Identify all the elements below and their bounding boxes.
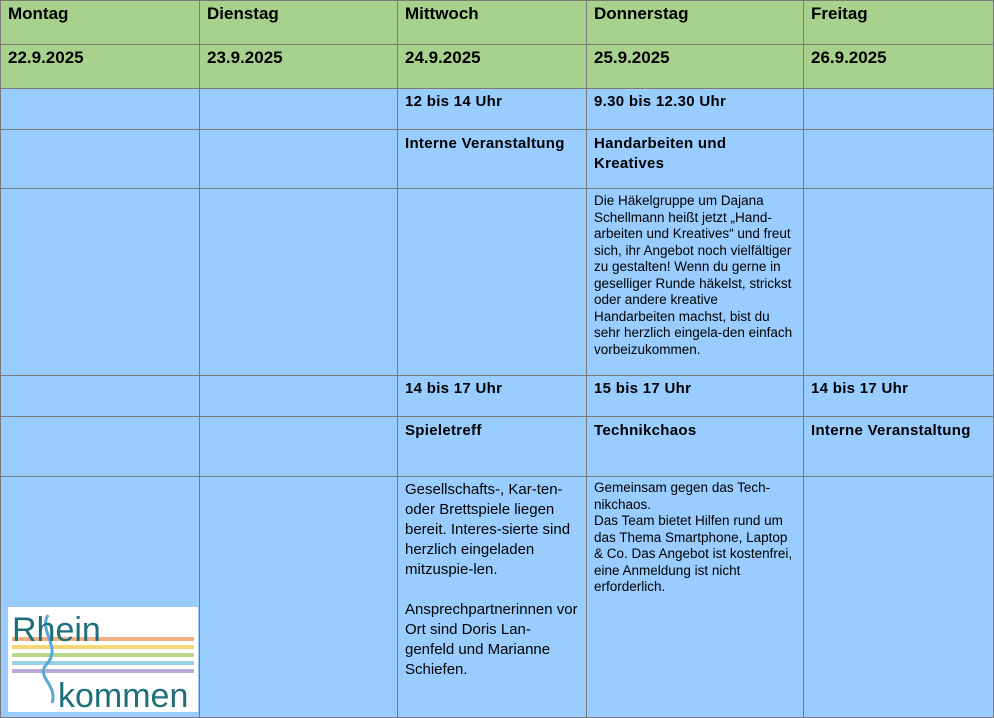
empty-cell: [200, 189, 398, 376]
day-header: Mittwoch: [398, 1, 587, 45]
event-description-part: Das Team bietet Hilfen rund um das Thema Smartphone, Laptop & Co. Das Angebot ist kostenfrei, eine Anmeldung ist nicht erforderlich.: [594, 513, 793, 594]
empty-cell: [1, 89, 200, 130]
event-time: 15 bis 17 Uhr: [587, 376, 804, 417]
rheinkommen-logo: [8, 607, 198, 712]
event-time: 12 bis 14 Uhr: [398, 89, 587, 130]
date-header: 23.9.2025: [200, 45, 398, 89]
event-description: [587, 477, 804, 718]
empty-cell: [200, 130, 398, 189]
logo-stripe: [12, 653, 194, 657]
logo-text-bottom: kommen: [58, 677, 189, 712]
time-row-1: [1, 89, 994, 130]
event-time: 14 bis 17 Uhr: [398, 376, 587, 417]
empty-cell: [804, 477, 994, 718]
event-description-part: Gesellschafts-, Kar-ten- oder Brettspiele liegen bereit. Interes-sierte sind herzlich eingeladen mitzuspie-len.: [405, 481, 571, 578]
logo-text-top: Rhein: [12, 611, 101, 649]
day-header: Dienstag: [200, 1, 398, 45]
empty-cell: [398, 189, 587, 376]
event-time: 9.30 bis 12.30 Uhr: [587, 89, 804, 130]
empty-cell: [200, 376, 398, 417]
event-description-part: Gemeinsam gegen das Tech-nikchaos.: [594, 480, 771, 512]
empty-cell: [1, 417, 200, 477]
event-description: Die Häkelgruppe um Dajana Schellmann heißt jetzt „Hand-arbeiten und Kreatives“ und freut sich, ihr Angebot noch vielfältiger zu gestalten! Wenn du gerne in geselliger Runde häkelst, strickst oder andere kreative Handarbeiten machst, bist du sehr herzlich eingela-den einfach vorbeizukommen.: [587, 189, 804, 376]
empty-cell: [1, 376, 200, 417]
day-header-row: [1, 1, 994, 45]
logo-stripe: [12, 661, 194, 665]
event-title: Technikchaos: [587, 417, 804, 477]
time-row-2: [1, 376, 994, 417]
event-time: 14 bis 17 Uhr: [804, 376, 994, 417]
date-header: 22.9.2025: [1, 45, 200, 89]
day-header: Donnerstag: [587, 1, 804, 45]
event-title: Interne Veranstaltung: [804, 417, 994, 477]
logo-stripe: [12, 669, 194, 673]
date-header: 26.9.2025: [804, 45, 994, 89]
empty-cell: [200, 89, 398, 130]
date-header: 25.9.2025: [587, 45, 804, 89]
empty-cell: [804, 130, 994, 189]
empty-cell: [1, 130, 200, 189]
title-row-2: [1, 417, 994, 477]
event-title: Interne Veranstaltung: [398, 130, 587, 189]
day-header: Freitag: [804, 1, 994, 45]
empty-cell: [804, 89, 994, 130]
event-description: [398, 477, 587, 718]
empty-cell: [200, 477, 398, 718]
date-header-row: [1, 45, 994, 89]
empty-cell: [1, 189, 200, 376]
rheinkommen-logo-graphic: [8, 607, 198, 712]
description-row-1: [1, 189, 994, 376]
event-description-part: Ansprechpartnerinnen vor Ort sind Doris Lan-genfeld und Marianne Schiefen.: [405, 601, 578, 678]
date-header: 24.9.2025: [398, 45, 587, 89]
event-title: Handarbeiten und Kreatives: [587, 130, 804, 189]
event-title: Spieletreff: [398, 417, 587, 477]
day-header: Montag: [1, 1, 200, 45]
empty-cell: [804, 189, 994, 376]
empty-cell: [200, 417, 398, 477]
title-row-1: [1, 130, 994, 189]
